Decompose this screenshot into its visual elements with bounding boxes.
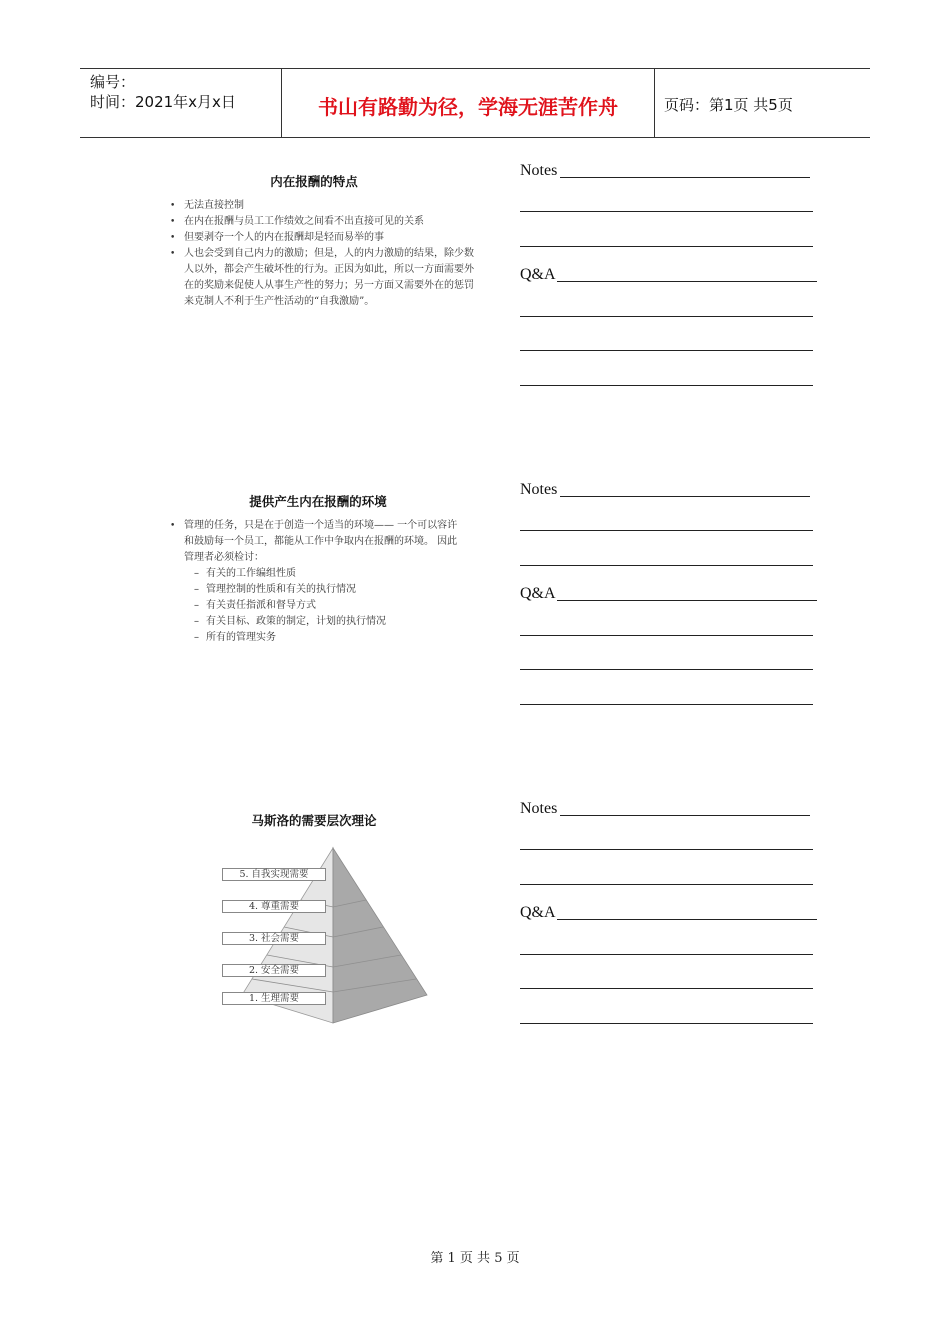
slide-1 [170, 172, 482, 310]
qa-line[interactable] [520, 954, 813, 955]
slide-bullets [170, 198, 482, 310]
pyramid-level-label: 5. 自我实现需要 [222, 868, 326, 881]
notes-line[interactable] [520, 530, 813, 531]
sub-item: – 管理控制的性质和有关的执行情况 [194, 582, 466, 598]
qa-line[interactable] [520, 635, 813, 636]
qa-label: Q&A [520, 266, 556, 283]
header-motto: 书山有路勤为径，学海无涯苦作舟 [318, 95, 618, 119]
bullet-item: • 管理的任务，只是在于创造一个适当的环境—— 一个可以容许和鼓励每一个员工，都能从工作中争取内在报酬的环境。 因此管理者必须检讨： [170, 518, 466, 566]
bullet-item: • 人也会受到自己内力的激励；但是，人的内力激励的结果，除少数人以外，都会产生破坏性的行为。正因为如此，所以一方面需要外在的奖励来促使人从事生产性的努力；另一方面又需要外在的惩罚来克制人不利于生产性活动的“自我激励”。 [170, 246, 482, 310]
slide-title: 马斯洛的需要层次理论 [251, 813, 377, 828]
sub-item: – 有关的工作编组性质 [194, 566, 466, 582]
sub-item: – 有关责任指派和督导方式 [194, 598, 466, 614]
slide-2 [170, 492, 466, 646]
sub-item: – 有关目标、政策的制定，计划的执行情况 [194, 614, 466, 630]
header-meta [90, 72, 236, 112]
page-footer: 第 1 页 共 5 页 [430, 1251, 520, 1266]
qa-line[interactable] [520, 316, 813, 317]
header-page-label: 页码：第1页 共5页 [664, 96, 793, 114]
slide-title: 提供产生内在报酬的环境 [249, 494, 387, 509]
qa-line[interactable] [557, 281, 817, 282]
header-divider [654, 69, 655, 137]
slide-bullets [170, 518, 466, 566]
qa-line[interactable] [520, 1023, 813, 1024]
pyramid-level-label: 3. 社会需要 [222, 932, 326, 945]
document-header [80, 68, 870, 138]
notes-line[interactable] [560, 815, 810, 816]
pyramid-level-label: 4. 尊重需要 [222, 900, 326, 913]
notes-label: Notes [520, 481, 558, 498]
notes-line[interactable] [520, 884, 813, 885]
pyramid-level-label: 2. 安全需要 [222, 964, 326, 977]
pyramid-right-face [333, 848, 427, 1023]
notes-block [520, 479, 820, 719]
notes-block [520, 160, 820, 400]
qa-line[interactable] [557, 600, 817, 601]
bullet-item: • 无法直接控制 [170, 198, 482, 214]
qa-label: Q&A [520, 904, 556, 921]
notes-label: Notes [520, 162, 558, 179]
notes-line[interactable] [560, 496, 810, 497]
notes-line[interactable] [560, 177, 810, 178]
bullet-item: • 在内在报酬与员工工作绩效之间看不出直接可见的关系 [170, 214, 482, 230]
number-label: 编号： [90, 73, 136, 91]
time-label: 时间：2021年x月x日 [90, 93, 236, 111]
notes-line[interactable] [520, 565, 813, 566]
pyramid-level-label: 1. 生理需要 [222, 992, 326, 1005]
slide-subitems [194, 566, 466, 646]
sub-item: – 所有的管理实务 [194, 630, 466, 646]
slide-title: 内在报酬的特点 [270, 174, 358, 189]
qa-line[interactable] [557, 919, 817, 920]
qa-line[interactable] [520, 988, 813, 989]
qa-line[interactable] [520, 385, 813, 386]
notes-line[interactable] [520, 211, 813, 212]
qa-line[interactable] [520, 669, 813, 670]
notes-line[interactable] [520, 849, 813, 850]
qa-label: Q&A [520, 585, 556, 602]
notes-line[interactable] [520, 246, 813, 247]
slide-3 [170, 811, 482, 829]
qa-line[interactable] [520, 350, 813, 351]
notes-label: Notes [520, 800, 558, 817]
notes-block [520, 798, 820, 1038]
bullet-item: • 但要剥夺一个人的内在报酬却是轻而易举的事 [170, 230, 482, 246]
qa-line[interactable] [520, 704, 813, 705]
